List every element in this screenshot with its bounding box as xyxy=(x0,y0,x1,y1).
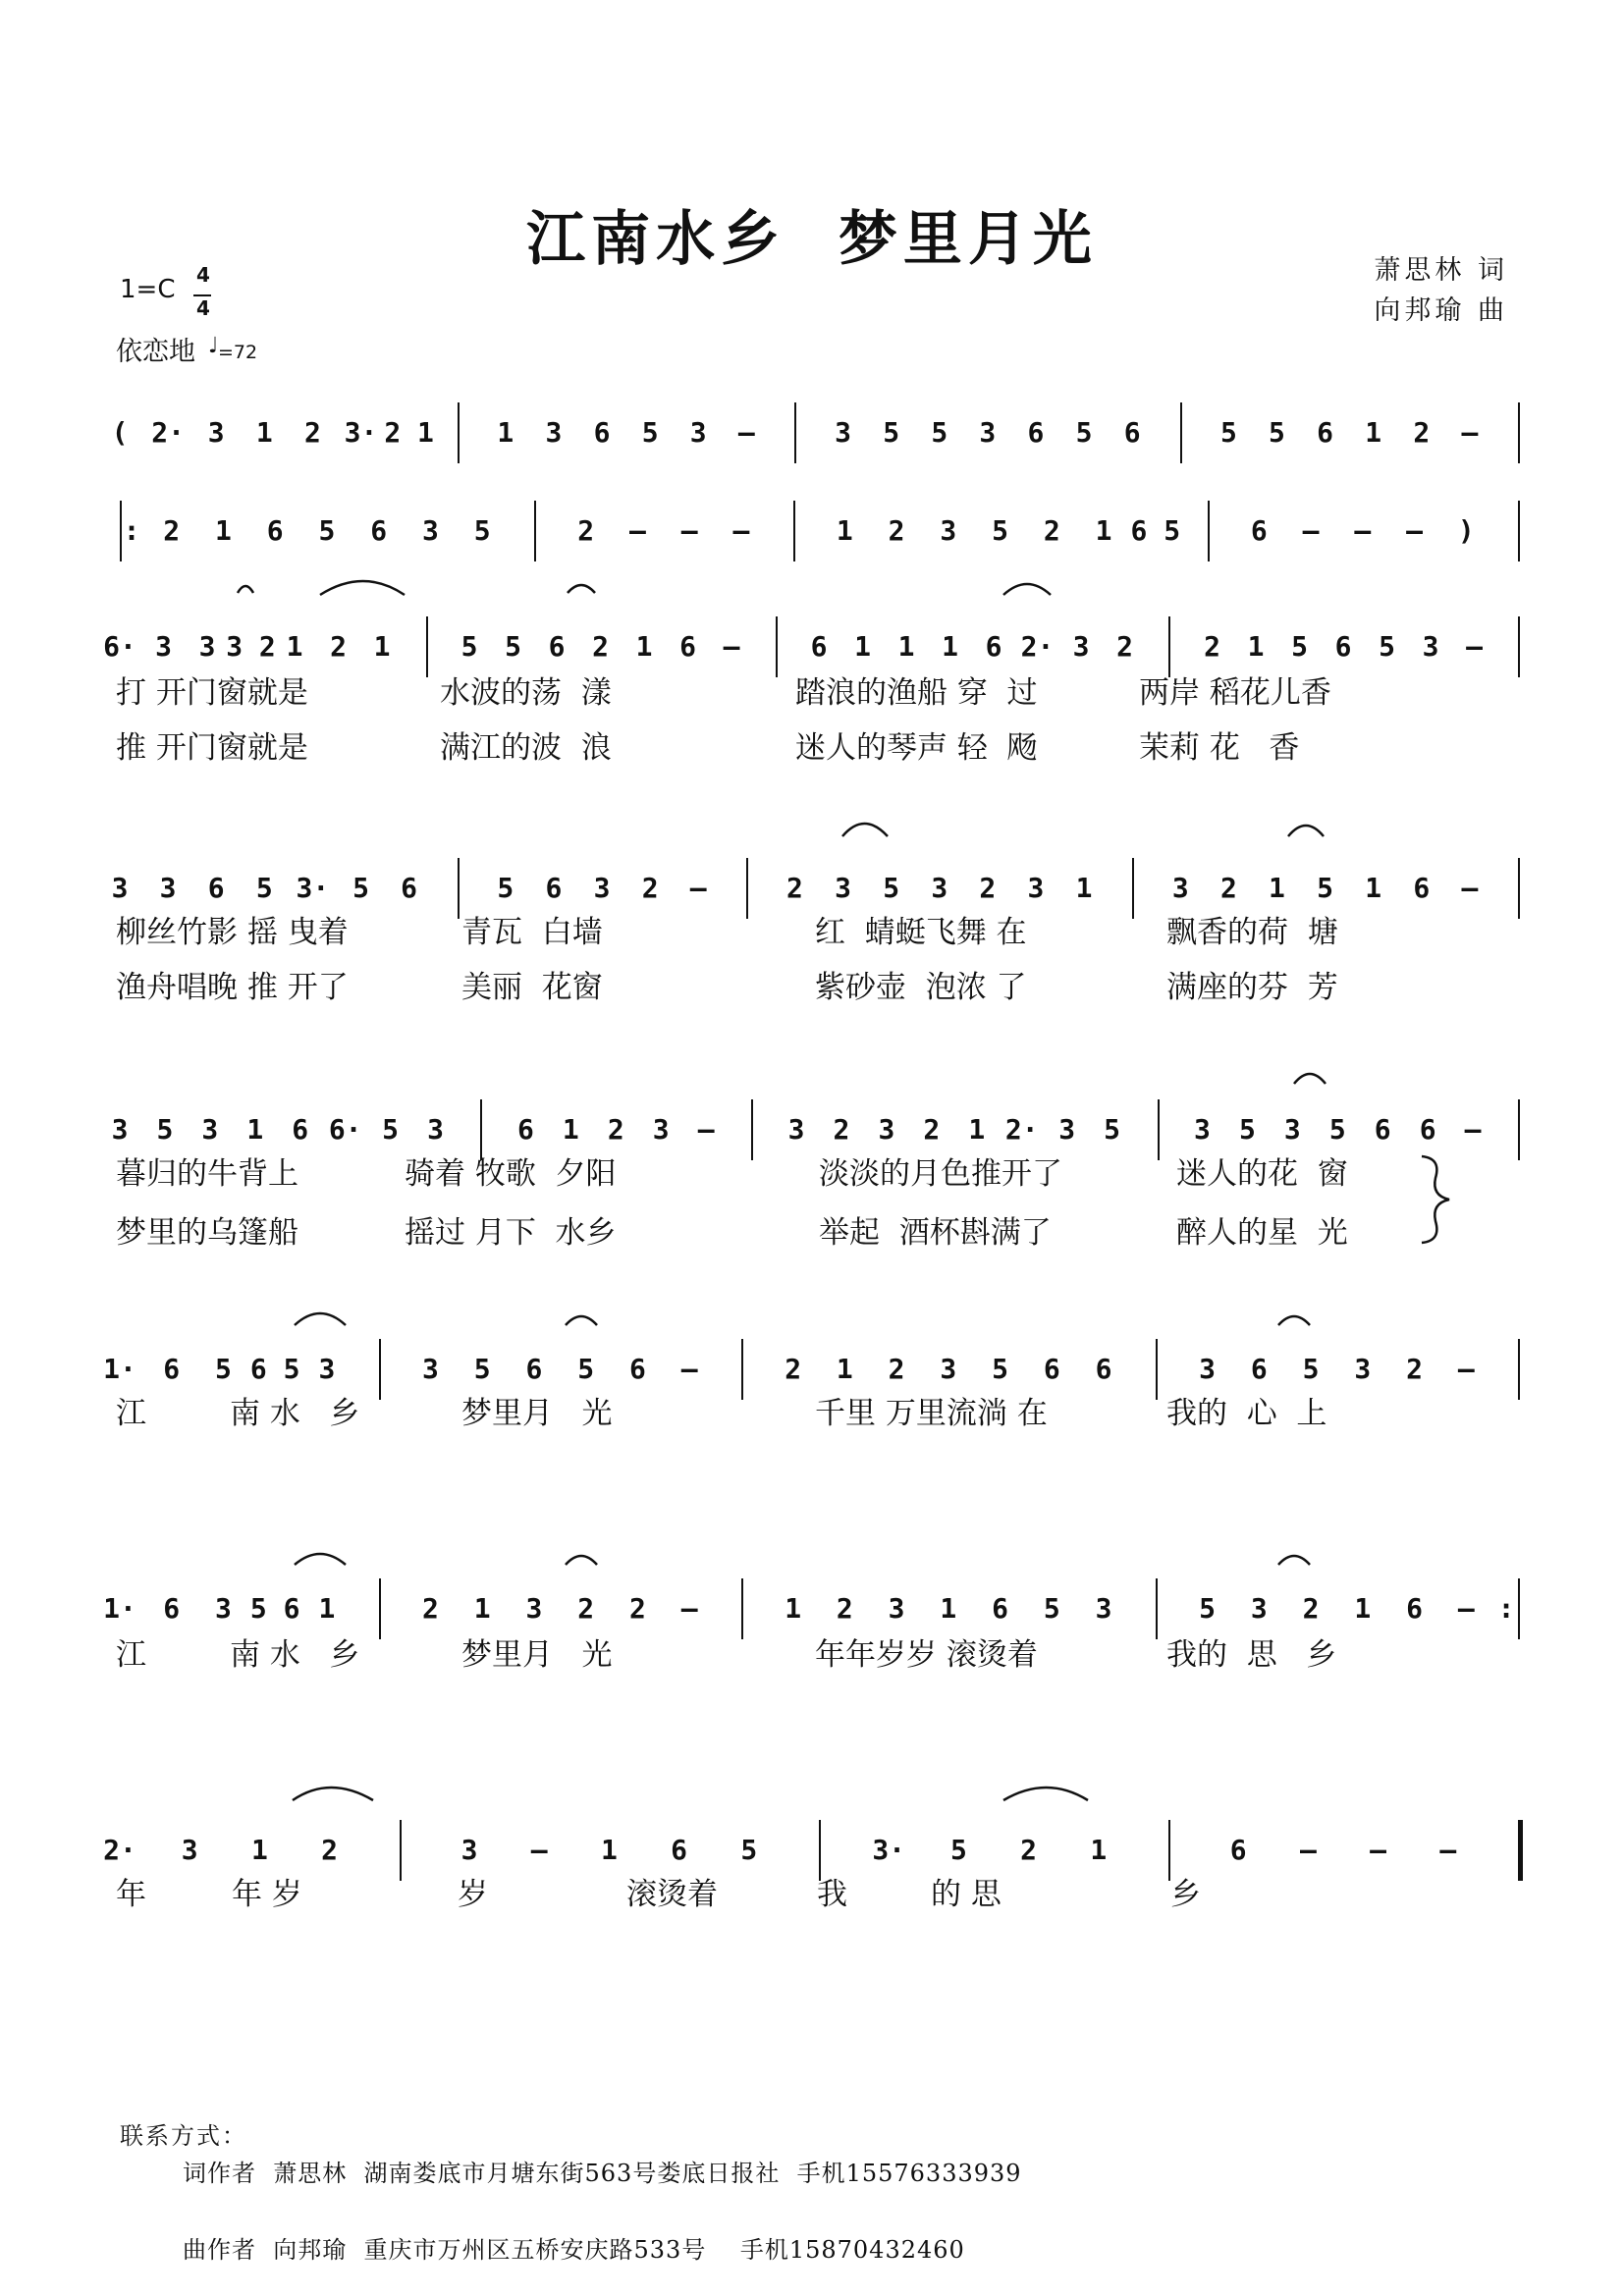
sustain-dash: – xyxy=(732,514,750,547)
jianpu-note: 1 xyxy=(562,1113,579,1146)
jianpu-note: 5 xyxy=(1075,416,1093,449)
jianpu-note: 3 xyxy=(181,1834,198,1866)
jianpu-note: 6 xyxy=(516,1113,534,1146)
lyric-phrase-verse2_b: 紫砂壶 泡浓 了 xyxy=(815,970,1027,1005)
lyric-phrase-verse1_a: 水波的荡 漾 xyxy=(440,675,612,711)
jianpu-note: 1 xyxy=(1075,872,1093,904)
jianpu-note: 1 xyxy=(286,630,303,663)
jianpu-note: 1 xyxy=(940,1592,957,1625)
jianpu-note: 2 xyxy=(923,1113,941,1146)
jianpu-note: 3 xyxy=(652,1113,670,1146)
jianpu-note: 1 xyxy=(1095,514,1112,547)
jianpu-note: 5 xyxy=(577,1353,595,1385)
jianpu-note: 5 xyxy=(1379,630,1395,663)
time-signature-top: 4 xyxy=(196,263,210,287)
jianpu-note: 1 xyxy=(1365,416,1382,449)
fermata-icon xyxy=(238,586,253,593)
sustain-dash: – xyxy=(1299,1834,1317,1866)
jianpu-note: 6 xyxy=(1317,416,1334,449)
jianpu-note: 5 xyxy=(1043,1592,1060,1625)
jianpu-note: 5 xyxy=(992,514,1009,547)
fermata-icon xyxy=(1278,1316,1310,1325)
lyric-phrase-verse1_a: 打 开门窗就是 xyxy=(116,675,308,711)
jianpu-note: 3 xyxy=(835,872,851,904)
jianpu-note: 1 xyxy=(942,630,958,663)
jianpu-note: 5 xyxy=(740,1834,758,1866)
tie-arc xyxy=(320,581,405,595)
jianpu-note: 3 xyxy=(422,1353,439,1385)
jianpu-note: 1 xyxy=(246,1113,264,1146)
jianpu-note: 2 xyxy=(1204,630,1220,663)
jianpu-note: ( xyxy=(111,416,129,449)
jianpu-note: 1 xyxy=(897,630,915,663)
jianpu-note: 5 xyxy=(1291,630,1308,663)
jianpu-note: 2 xyxy=(321,1834,339,1866)
jianpu-note: 2 xyxy=(628,1592,646,1625)
lyric-phrase-verse2_a: 飘香的荷 塘 xyxy=(1166,915,1338,950)
jianpu-note: 1 xyxy=(1365,872,1382,904)
jianpu-note: 6 xyxy=(401,872,418,904)
jianpu-note: 1 xyxy=(836,514,853,547)
jianpu-note: 1· xyxy=(103,1353,136,1385)
jianpu-note: 2 xyxy=(303,416,321,449)
lyric-phrase-chorus1: 我的 心 上 xyxy=(1166,1396,1327,1431)
jianpu-note: 2 xyxy=(888,1353,905,1385)
composer-contact: 曲作者 向邦瑜 重庆市万州区五桥安庆路533号 手机15870432460 xyxy=(183,2236,965,2264)
jianpu-note: 1 xyxy=(473,1592,491,1625)
sustain-dash: – xyxy=(1461,416,1479,449)
lyric-phrase-verse3_b: 举起 酒杯斟满了 xyxy=(819,1215,1052,1251)
jianpu-note: 3 xyxy=(593,872,611,904)
jianpu-note: 5 xyxy=(473,514,491,547)
lyric-phrase-verse3_a: 骑着 牧歌 夕阳 xyxy=(405,1156,617,1192)
jianpu-note: 6 xyxy=(266,514,284,547)
jianpu-note: 6 xyxy=(593,416,611,449)
jianpu-note: 5 xyxy=(505,630,521,663)
jianpu-note: 1 xyxy=(1269,872,1285,904)
jianpu-note: 6 5 xyxy=(249,1353,300,1385)
jianpu-note: 5 xyxy=(352,872,369,904)
fermata-icon xyxy=(1288,826,1324,836)
jianpu-note: 3 xyxy=(1250,1592,1268,1625)
lyric-phrase-verse1_b: 迷人的琴声 轻 飏 xyxy=(795,730,1038,766)
jianpu-note: 2 xyxy=(422,1592,439,1625)
jianpu-note: 2 xyxy=(1302,1592,1320,1625)
repeat-brace-icon xyxy=(1422,1156,1449,1243)
jianpu-note: 3 xyxy=(940,1353,957,1385)
jianpu-note: 2 xyxy=(1413,416,1431,449)
lyric-phrase-verse1_b: 满江的波 浪 xyxy=(440,730,612,766)
jianpu-note: 2· xyxy=(151,416,185,449)
jianpu-note: 6 xyxy=(207,872,225,904)
jianpu-note: 6 5 xyxy=(1130,514,1181,547)
jianpu-note: 5 xyxy=(1302,1353,1320,1385)
jianpu-note: 6 xyxy=(292,1113,309,1146)
jianpu-note: 6 xyxy=(810,630,828,663)
lyric-phrase-coda: 年 岁 xyxy=(232,1877,302,1912)
jianpu-note: 2 xyxy=(833,1113,850,1146)
jianpu-note: 6 xyxy=(545,872,563,904)
key-signature: 1=C xyxy=(120,275,176,304)
jianpu-note: 6 xyxy=(370,514,388,547)
jianpu-note: 2 xyxy=(607,1113,624,1146)
jianpu-note: 3 xyxy=(1058,1113,1076,1146)
jianpu-note: 3 xyxy=(1354,1353,1372,1385)
lyric-phrase-verse3_b: 醉人的星 光 xyxy=(1176,1215,1348,1251)
lyric-phrase-coda: 滚烫着 xyxy=(626,1877,718,1912)
jianpu-note: 3 xyxy=(1194,1113,1211,1146)
jianpu-note: 6· xyxy=(103,630,136,663)
contact-label: 联系方式： xyxy=(120,2122,247,2150)
sustain-dash: – xyxy=(1354,514,1372,547)
lyric-phrase-verse3_a: 迷人的花 窗 xyxy=(1176,1156,1348,1192)
jianpu-note: 1 xyxy=(1090,1834,1108,1866)
jianpu-note: 6 xyxy=(1095,1353,1112,1385)
sustain-dash: – xyxy=(1406,514,1423,547)
jianpu-note: 3 xyxy=(931,872,948,904)
jianpu-note: 6 xyxy=(1334,630,1352,663)
jianpu-note: 5 xyxy=(992,1353,1009,1385)
jianpu-note: 5 xyxy=(1328,1113,1346,1146)
sustain-dash: – xyxy=(737,416,755,449)
jianpu-note: 3 xyxy=(545,416,563,449)
jianpu-note: 3 xyxy=(1027,872,1045,904)
jianpu-note: 6 xyxy=(1229,1834,1247,1866)
tempo-value: =72 xyxy=(218,342,258,363)
jianpu-note: 3 xyxy=(427,1113,444,1146)
jianpu-note: 3 xyxy=(207,416,225,449)
sustain-dash: – xyxy=(680,1353,698,1385)
jianpu-note: 6 xyxy=(1250,514,1268,547)
lyricist-credit: 萧思林 词 xyxy=(1374,255,1508,286)
sustain-dash: – xyxy=(1466,630,1483,663)
jianpu-note: 3 xyxy=(787,1113,805,1146)
jianpu-note: 6 xyxy=(1406,1592,1423,1625)
lyric-phrase-chorus2: 江 xyxy=(116,1637,146,1673)
tie-arc xyxy=(842,824,888,836)
fermata-icon xyxy=(295,1554,346,1565)
jianpu-note: 1 xyxy=(968,1113,986,1146)
jianpu-note: 2· xyxy=(1004,1113,1039,1146)
sustain-dash: – xyxy=(628,514,646,547)
jianpu-note: 2 xyxy=(1020,1834,1038,1866)
jianpu-note: 3 xyxy=(1283,1113,1301,1146)
jianpu-note: 2 xyxy=(1043,514,1060,547)
composer-credit: 向邦瑜 曲 xyxy=(1374,295,1508,326)
jianpu-note: 6 xyxy=(1043,1353,1060,1385)
sustain-dash: – xyxy=(689,872,707,904)
jianpu-note: 2· xyxy=(103,1834,136,1866)
fermata-icon xyxy=(1278,1556,1310,1565)
lyric-phrase-verse3_b: 梦里的乌篷船 xyxy=(116,1215,298,1251)
lyric-phrase-verse3_a: 淡淡的月色推开了 xyxy=(819,1156,1062,1192)
jianpu-note: 5 xyxy=(949,1834,967,1866)
jianpu-note: 6 xyxy=(985,630,1002,663)
jianpu-note: 6 xyxy=(1413,872,1431,904)
lyric-phrase-verse3_a: 暮归的牛背上 xyxy=(116,1156,298,1192)
fermata-icon xyxy=(566,1556,597,1565)
lyric-phrase-chorus1: 梦里月 光 xyxy=(461,1396,613,1431)
fermata-icon xyxy=(1003,584,1051,595)
jianpu-note: 2· xyxy=(1020,630,1055,663)
jianpu-note: 3· xyxy=(872,1834,906,1866)
lyric-phrase-chorus1: 江 xyxy=(116,1396,146,1431)
jianpu-note: 5 xyxy=(1199,1592,1216,1625)
fermata-icon xyxy=(568,585,595,593)
jianpu-note: 2 xyxy=(836,1592,853,1625)
lyric-phrase-chorus1: 千里 万里流淌 在 xyxy=(815,1396,1048,1431)
tie-arc xyxy=(1003,1788,1088,1800)
jianpu-note: 5 xyxy=(156,1113,174,1146)
jianpu-note: 3 xyxy=(878,1113,895,1146)
song-title: 江南水乡 梦里月光 xyxy=(526,205,1098,274)
jianpu-note: 3 xyxy=(215,1592,232,1625)
jianpu-note: 3 xyxy=(525,1592,543,1625)
fermata-icon xyxy=(566,1316,597,1325)
jianpu-note: 2 xyxy=(641,872,659,904)
sustain-dash: – xyxy=(1464,1113,1482,1146)
jianpu-note: 1 xyxy=(635,630,653,663)
jianpu-note: 3 xyxy=(1095,1592,1112,1625)
jianpu-note: 6 xyxy=(1027,416,1045,449)
tempo-marking: 依恋地 xyxy=(116,337,195,367)
jianpu-note: 2 xyxy=(888,514,905,547)
lyricist-contact: 词作者 萧思林 湖南娄底市月塘东街563号娄底日报社 手机15576333939 xyxy=(183,2160,1022,2187)
jianpu-note: 5 xyxy=(1317,872,1334,904)
lyric-phrase-coda: 岁 xyxy=(458,1877,488,1912)
jianpu-note: 6 xyxy=(679,630,696,663)
sustain-dash: – xyxy=(530,1834,548,1866)
jianpu-note: ) xyxy=(1457,514,1475,547)
jianpu-note: 2 xyxy=(1219,872,1237,904)
jianpu-note: 5 xyxy=(1219,416,1237,449)
jianpu-note: 6· xyxy=(328,1113,362,1146)
jianpu-note: 3 xyxy=(111,1113,129,1146)
lyric-phrase-verse1_a: 两岸 稻花儿香 xyxy=(1139,675,1331,711)
jianpu-note: 1· xyxy=(103,1592,136,1625)
sustain-dash: – xyxy=(1370,1834,1387,1866)
lyric-phrase-chorus2: 年年岁岁 滚烫着 xyxy=(815,1637,1038,1673)
jianpu-note: 6 xyxy=(992,1592,1009,1625)
jianpu-note: 3 xyxy=(422,514,439,547)
jianpu-note: 3· xyxy=(296,872,330,904)
quarter-note-icon: ♩ xyxy=(208,334,219,358)
jianpu-note: 2 xyxy=(1406,1353,1423,1385)
sustain-dash: – xyxy=(1457,1592,1475,1625)
jianpu-note: 1 xyxy=(215,514,232,547)
lyric-phrase-chorus2: 南 水 乡 xyxy=(230,1637,360,1673)
jianpu-note: 2 xyxy=(330,630,347,663)
jianpu-note: 1 xyxy=(373,630,391,663)
jianpu-note: 3 xyxy=(940,514,957,547)
sustain-dash: – xyxy=(697,1113,715,1146)
jianpu-note: 3 xyxy=(1422,630,1439,663)
jianpu-note: 5 xyxy=(460,630,478,663)
fermata-icon xyxy=(1294,1074,1326,1084)
jianpu-note: 5 xyxy=(255,872,273,904)
jianpu-note: 1 xyxy=(836,1353,853,1385)
jianpu-note: 2 xyxy=(1116,630,1133,663)
jianpu-note: 2 xyxy=(785,1353,802,1385)
jianpu-note: 1 xyxy=(600,1834,618,1866)
jianpu-note: 5 xyxy=(641,416,659,449)
jianpu-note: 1 xyxy=(854,630,871,663)
jianpu-note: 2 xyxy=(163,514,181,547)
lyric-phrase-coda: 乡 xyxy=(1170,1877,1201,1912)
lyric-phrase-verse1_b: 推 开门窗就是 xyxy=(116,730,308,766)
time-signature-bottom: 4 xyxy=(196,296,210,320)
lyric-phrase-coda: 年 xyxy=(116,1877,146,1912)
jianpu-note: 1 xyxy=(255,416,273,449)
sustain-dash: – xyxy=(680,514,698,547)
sustain-dash: – xyxy=(1302,514,1320,547)
jianpu-note: 3· xyxy=(344,416,378,449)
jianpu-note: 1 xyxy=(1354,1592,1372,1625)
repeat-dots: : xyxy=(123,514,140,547)
jianpu-note: 3 xyxy=(1171,872,1189,904)
repeat-dots: : xyxy=(1497,1592,1515,1625)
jianpu-note: 3 xyxy=(979,416,997,449)
jianpu-note: 5 xyxy=(1269,416,1285,449)
jianpu-note: 5 xyxy=(382,1113,400,1146)
jianpu-note: 3 2 xyxy=(226,630,276,663)
lyric-phrase-verse2_b: 渔舟唱晚 推 开了 xyxy=(116,970,349,1005)
jianpu-note: 2 xyxy=(979,872,997,904)
sustain-dash: – xyxy=(1461,872,1479,904)
jianpu-note: 5 xyxy=(1238,1113,1256,1146)
lyric-phrase-verse2_b: 美丽 花窗 xyxy=(461,970,603,1005)
jianpu-note: 2 xyxy=(577,1592,595,1625)
lyric-phrase-verse2_a: 红 蜻蜓飞舞 在 xyxy=(815,915,1027,950)
jianpu-note: 3 xyxy=(318,1353,336,1385)
tie-arc xyxy=(293,1788,373,1800)
jianpu-note: 5 xyxy=(931,416,948,449)
jianpu-note: 6 xyxy=(163,1353,181,1385)
lyric-phrase-chorus2: 我的 思 乡 xyxy=(1166,1637,1337,1673)
lyric-phrase-verse3_b: 摇过 月下 水乡 xyxy=(405,1215,617,1251)
jianpu-note: 6 xyxy=(671,1834,688,1866)
jianpu-note: 6 xyxy=(1123,416,1141,449)
jianpu-note: 3 xyxy=(1072,630,1090,663)
jianpu-note: 3 xyxy=(1199,1353,1216,1385)
fermata-icon xyxy=(295,1313,346,1325)
sustain-dash: – xyxy=(1439,1834,1457,1866)
jianpu-note: 2 1 xyxy=(384,416,434,449)
lyric-phrase-verse2_a: 柳丝竹影 摇 曳着 xyxy=(116,915,349,950)
jianpu-note: 3 xyxy=(888,1592,905,1625)
jianpu-note: 3 xyxy=(159,872,177,904)
lyric-phrase-verse2_a: 青瓦 白墙 xyxy=(461,915,603,950)
jianpu-note: 1 xyxy=(318,1592,336,1625)
jianpu-note: 6 xyxy=(1374,1113,1391,1146)
jianpu-note: 3 xyxy=(689,416,707,449)
jianpu-note: 3 xyxy=(111,872,129,904)
jianpu-note: 6 xyxy=(628,1353,646,1385)
lyric-phrase-coda: 我 xyxy=(817,1877,847,1912)
lyric-phrase-chorus2: 梦里月 光 xyxy=(461,1637,613,1673)
lyric-phrase-coda: 的 思 xyxy=(931,1877,1001,1912)
jianpu-note: 2 xyxy=(786,872,803,904)
jianpu-note: 3 xyxy=(835,416,851,449)
jianpu-note: 1 xyxy=(785,1592,802,1625)
sustain-dash: – xyxy=(1457,1353,1475,1385)
lyric-phrase-verse1_b: 茉莉 花 香 xyxy=(1139,730,1300,766)
jianpu-note: 5 xyxy=(215,1353,232,1385)
jianpu-note: 1 xyxy=(497,416,514,449)
jianpu-note: 3 xyxy=(201,1113,219,1146)
jianpu-note: 3 xyxy=(198,630,216,663)
jianpu-note: 5 xyxy=(497,872,514,904)
jianpu-note: 3 xyxy=(460,1834,478,1866)
jianpu-note: 6 xyxy=(525,1353,543,1385)
jianpu-note: 2 xyxy=(592,630,609,663)
jianpu-note: 5 6 xyxy=(249,1592,300,1625)
jianpu-note: 1 xyxy=(250,1834,268,1866)
jianpu-note: 6 xyxy=(1250,1353,1268,1385)
lyric-phrase-verse2_b: 满座的芬 芳 xyxy=(1166,970,1338,1005)
jianpu-note: 5 xyxy=(883,872,900,904)
jianpu-note: 6 xyxy=(163,1592,181,1625)
sustain-dash: – xyxy=(723,630,740,663)
lyric-phrase-verse1_a: 踏浪的渔船 穿 过 xyxy=(795,675,1038,711)
jianpu-note: 3 xyxy=(155,630,172,663)
jianpu-note: 1 xyxy=(1247,630,1265,663)
jianpu-note: 5 xyxy=(1104,1113,1121,1146)
jianpu-note: 2 xyxy=(577,514,595,547)
jianpu-note: 6 xyxy=(1419,1113,1436,1146)
sustain-dash: – xyxy=(680,1592,698,1625)
jianpu-note: 5 xyxy=(883,416,900,449)
lyric-phrase-chorus1: 南 水 乡 xyxy=(230,1396,360,1431)
jianpu-note: 6 xyxy=(548,630,566,663)
jianpu-note: 5 xyxy=(318,514,336,547)
jianpu-note: 5 xyxy=(473,1353,491,1385)
